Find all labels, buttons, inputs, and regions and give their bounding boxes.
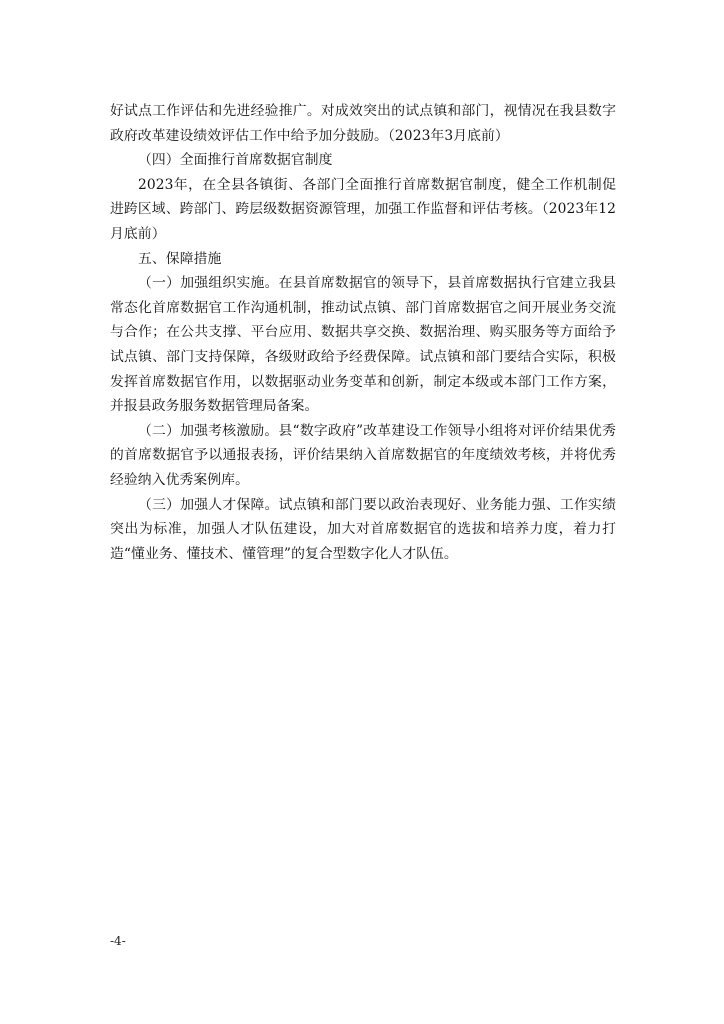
- paragraph-talent: （三）加强人才保障。试点镇和部门要以政治表现好、业务能力强、工作实绩突出为标准，加强人才队伍建设，加大对首席数据官的选拔和培养力度，着力打造“懂业务、懂技术、懂管理”的复合型数字化人才队伍。: [110, 496, 616, 562]
- section-heading-safeguards: 五、保障措施: [138, 250, 222, 267]
- paragraph-assessment: （二）加强考核激励。县“数字政府”改革建设工作领导小组将对评价结果优秀的首席数据官予以通报表扬，评价结果纳入首席数据官的年度绩效考核，并将优秀经验纳入优秀案例库。: [110, 422, 616, 488]
- paragraph-organization: （一）加强组织实施。在县首席数据官的领导下，县首席数据执行官建立我县常态化首席数据官工作沟通机制，推动试点镇、部门首席数据官之间开展业务交流与合作；在公共支撑、平台应用、数据共享交换、数据治理、购买服务等方面给予试点镇、部门支持保障，各级财政给予经费保障。试点镇和部门要结合实际，积极发挥首席数据官作用，以数据驱动业务变革和创新，制定本级或本部门工作方案，并报县政务服务数据管理局备案。: [110, 275, 616, 415]
- paragraph-cdo-system: 2023年，在全县各镇街、各部门全面推行首席数据官制度，健全工作机制促进跨区域、跨部门、跨层级数据资源管理，加强工作监督和评估考核。（2023年12月底前）: [110, 176, 616, 242]
- section-heading-4: （四）全面推行首席数据官制度: [138, 152, 333, 169]
- document-body: [110, 99, 616, 566]
- paragraph-continuation: 好试点工作评估和先进经验推广。对成效突出的试点镇和部门，视情况在我县数字政府改革建设绩效评估工作中给予加分鼓励。（2023年3月底前）: [110, 103, 616, 144]
- page-number: -4-: [110, 934, 126, 948]
